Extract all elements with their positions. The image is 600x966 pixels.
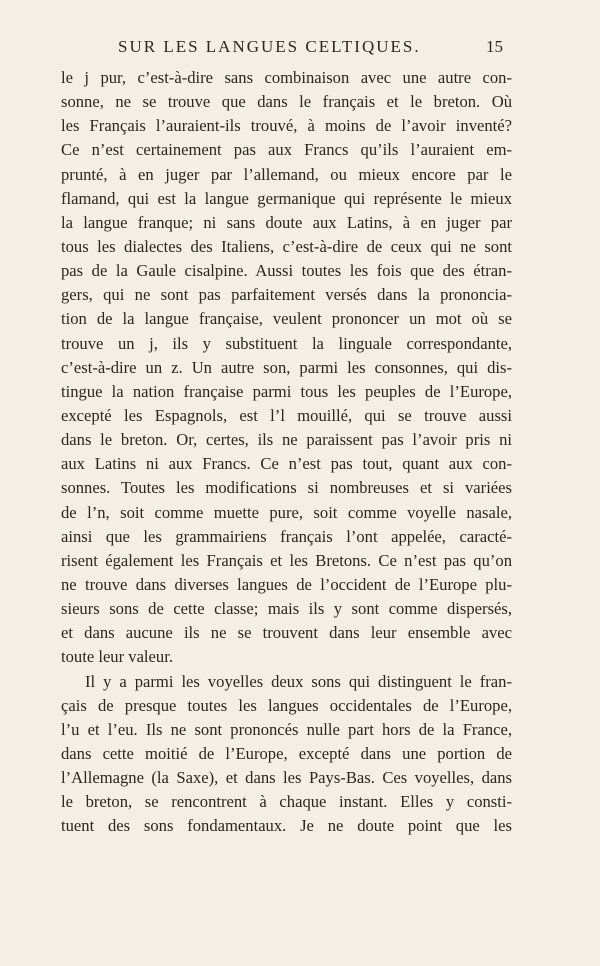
text-line: gers, qui ne sont pas parfaitement versés dans la prononcia- [61, 285, 512, 305]
text-line: trouve un j, ils y substituent la linguale correspondante, [61, 333, 512, 353]
text-line: tingue la nation française parmi tous les peuples de l’Europe, [61, 381, 512, 401]
text-line: le breton, se rencontrent à chaque instant. Elles y consti- [61, 792, 512, 812]
text-line: tion de la langue française, veulent prononcer un mot où se [61, 309, 512, 329]
text-line: ainsi que les grammairiens français l’ont appelée, caracté- [61, 526, 512, 546]
text-line: tuent des sons fondamentaux. Je ne doute point que les [61, 816, 512, 836]
running-head [0, 37, 600, 61]
body-text [61, 66, 512, 839]
text-line: c’est-à-dire un z. Un autre son, parmi les consonnes, qui dis- [61, 357, 512, 377]
text-line: sonnes. Toutes les modifications si nombreuses et si variées [61, 478, 512, 498]
paragraph-1 [61, 66, 512, 670]
text-line: ne trouve dans diverses langues de l’occident de l’Europe plu- [61, 574, 512, 594]
text-line: tous les dialectes des Italiens, c’est-à-dire de ceux qui ne sont [61, 236, 512, 256]
text-line: prunté, à en juger par l’allemand, ou mieux encore par le [61, 164, 512, 184]
text-line: Il y a parmi les voyelles deux sons qui distinguent le fran- [85, 671, 512, 691]
text-line: et dans aucune ils ne se trouvent dans leur ensemble avec [61, 623, 512, 643]
text-line: sonne, ne se trouve que dans le français et le breton. Où [61, 92, 512, 112]
text-line: de l’n, soit comme muette pure, soit comme voyelle nasale, [61, 502, 512, 522]
text-line: flamand, qui est la langue germanique qui représente le mieux [61, 188, 512, 208]
text-line: l’u et l’eu. Ils ne sont prononcés nulle part hors de la France, [61, 719, 512, 739]
page-number: 15 [486, 37, 503, 56]
running-title: SUR LES LANGUES CELTIQUES. [118, 37, 421, 56]
text-line: dans cette moitié de l’Europe, excepté dans une portion de [61, 743, 512, 763]
text-line: les Français l’auraient-ils trouvé, à moins de l’avoir inventé? [61, 116, 512, 136]
text-line: dans le breton. Or, certes, ils ne paraissent pas l’avoir pris ni [61, 430, 512, 450]
text-line: risent également les Français et les Bretons. Ce n’est pas qu’on [61, 550, 512, 570]
paragraph-2 [61, 670, 512, 839]
text-line: çais de presque toutes les langues occidentales de l’Europe, [61, 695, 512, 715]
text-line: excepté les Espagnols, est l’l mouillé, qui se trouve aussi [61, 405, 512, 425]
text-line: pas de la Gaule cisalpine. Aussi toutes les fois que des étran- [61, 261, 512, 281]
text-line: toute leur valeur. [61, 647, 173, 667]
text-line: l’Allemagne (la Saxe), et dans les Pays-Bas. Ces voyelles, dans [61, 768, 512, 788]
text-line: aux Latins ni aux Francs. Ce n’est pas tout, quant aux con- [61, 454, 512, 474]
text-line: Ce n’est certainement pas aux Francs qu’ils l’auraient em- [61, 140, 512, 160]
text-line: sieurs sons de cette classe; mais ils y sont comme dispersés, [61, 599, 512, 619]
text-line: le j pur, c’est-à-dire sans combinaison avec une autre con- [61, 68, 512, 87]
text-line: la langue franque; ni sans doute aux Latins, à en juger par [61, 212, 512, 232]
